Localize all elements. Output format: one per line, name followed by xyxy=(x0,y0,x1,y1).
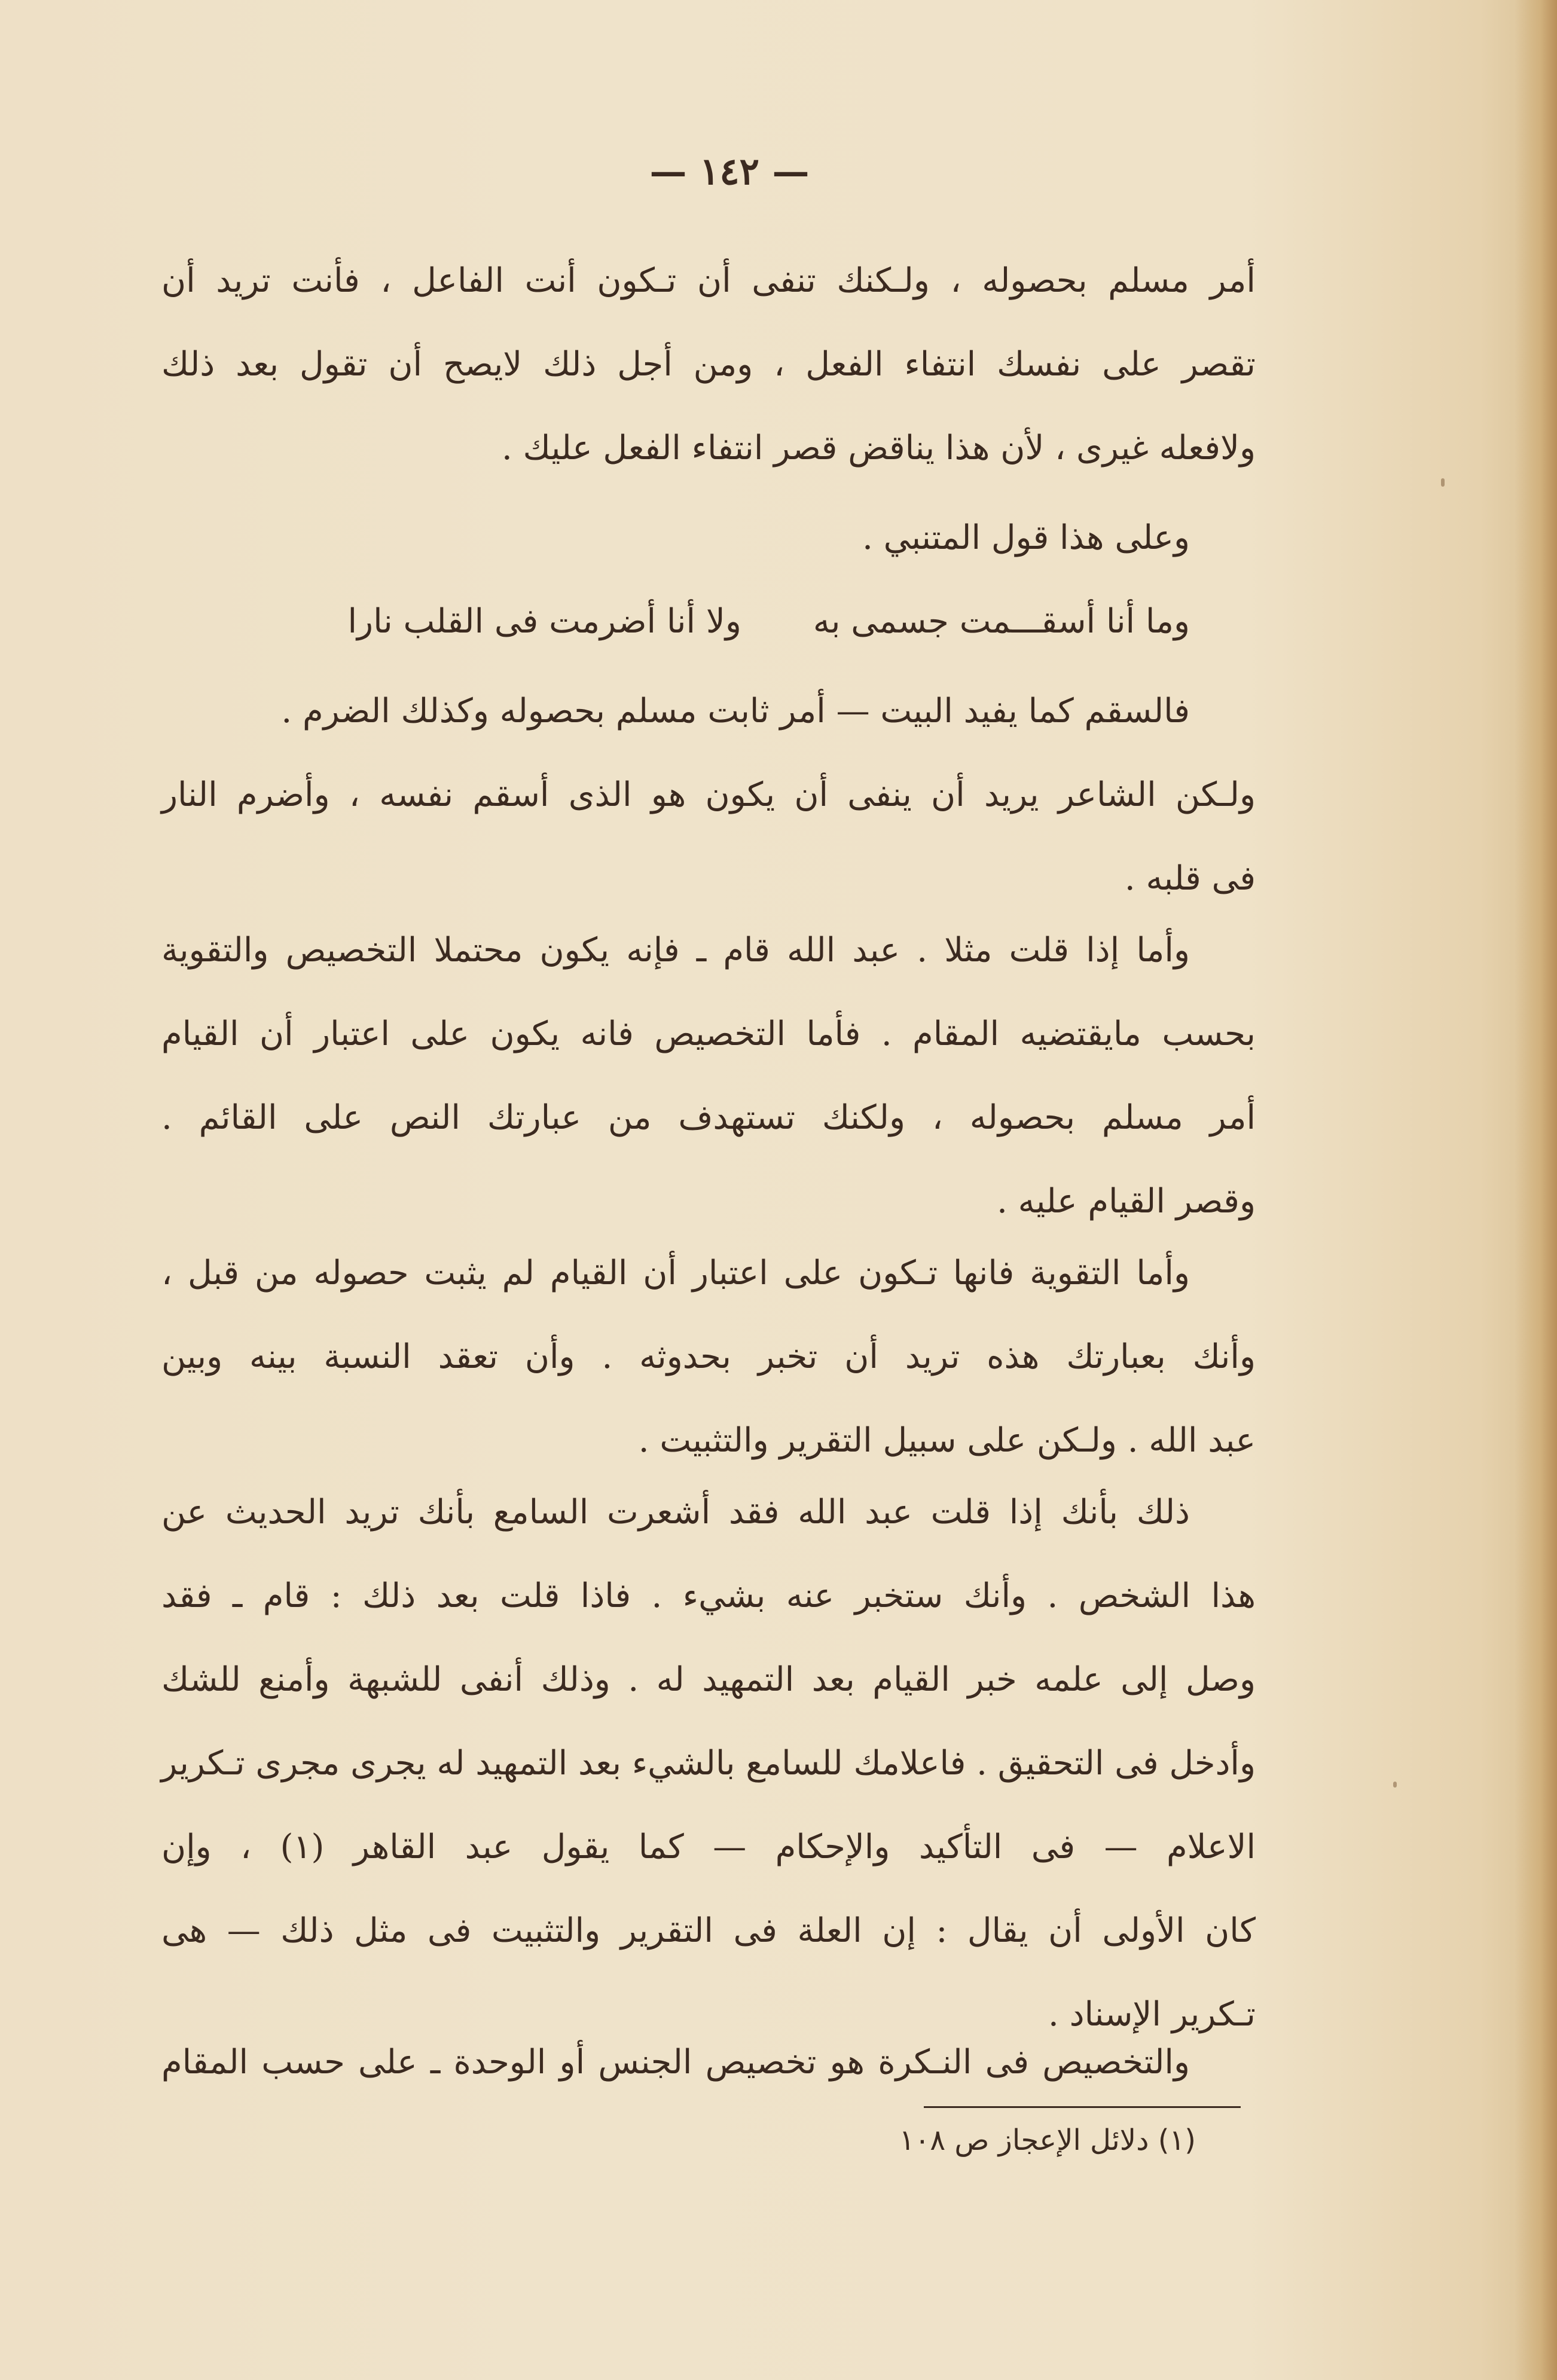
paragraph-4 xyxy=(161,909,1256,1244)
text-line: تقصر على نفسك انتفاء الفعل ، ومن أجل ذلك لايصح أن تقول بعد ذلك xyxy=(161,345,1256,384)
text-line: ولـكن الشاعر يريد أن ينفى أن يكون هو الذى أسقم نفسه ، وأضرم النار xyxy=(161,775,1256,814)
footnote: (١) دلائل الإعجاز ص ١٠٨ xyxy=(899,2124,1196,2157)
text-line: هذا الشخص . وأنك ستخبر عنه بشيء . فاذا قلت بعد ذلك : قام ـ فقد xyxy=(161,1577,1256,1615)
text-line: والتخصيص فى النـكرة هو تخصيص الجنس أو الوحدة ـ على حسب المقام xyxy=(161,2043,1190,2082)
text-line: عبد الله . ولـكن على سبيل التقرير والتثبيت . xyxy=(638,1421,1256,1460)
paragraph-6 xyxy=(161,1471,1256,2057)
text-line: ذلك بأنك إذا قلت عبد الله فقد أشعرت السامع بأنك تريد الحديث عن xyxy=(161,1493,1190,1532)
page-edge-shadow xyxy=(1515,0,1557,2380)
text-line: فى قلبه . xyxy=(1124,859,1256,898)
verse-second-hemistich: ولا أنا أضرمت فى القلب نارا xyxy=(347,602,741,641)
paper-speck xyxy=(1441,478,1445,487)
text-line: الاعلام — فى التأكيد والإحكام — كما يقول عبد القاهر (١) ، وإن xyxy=(161,1828,1256,1866)
text-line: وعلى هذا قول المتنبي . xyxy=(862,518,1190,557)
paragraph-2 xyxy=(161,496,1256,580)
text-line: وأدخل فى التحقيق . فاعلامك للسامع بالشيء بعد التمهيد له يجرى مجرى تـكرير xyxy=(161,1744,1256,1783)
verse-first-hemistich: وما أنا أسقـــمت جسمى به xyxy=(813,602,1190,641)
text-line: كان الأولى أن يقال : إن العلة فى التقرير والتثبيت فى مثل ذلك — هى xyxy=(161,1911,1256,1950)
text-line: بحسب مايقتضيه المقام . فأما التخصيص فانه يكون على اعتبار أن القيام xyxy=(161,1015,1256,1053)
text-line: أمر مسلم بحصوله ، ولكنك تستهدف من عبارتك النص على القائم . xyxy=(161,1098,1256,1137)
text-line: وأما إذا قلت مثلا . عبد الله قام ـ فإنه يكون محتملا التخصيص والتقوية xyxy=(161,931,1190,970)
paragraph-3 xyxy=(161,670,1256,921)
text-line: أمر مسلم بحصوله ، ولـكنك تنفى أن تـكون أنت الفاعل ، فأنت تريد أن xyxy=(161,261,1256,300)
text-line: تـكرير الإسناد . xyxy=(1048,1995,1256,2034)
text-line: وأنك بعبارتك هذه تريد أن تخبر بحدوثه . وأن تعقد النسبة بينه وبين xyxy=(161,1337,1256,1376)
footnote-divider xyxy=(924,2106,1241,2108)
paragraph-5 xyxy=(161,1232,1256,1483)
page-number: — ١٤٢ — xyxy=(649,149,810,193)
paragraph-7 xyxy=(161,2021,1256,2104)
text-line: فالسقم كما يفيد البيت — أمر ثابت مسلم بحصوله وكذلك الضرم . xyxy=(281,692,1190,731)
text-line: ولافعله غيرى ، لأن هذا يناقض قصر انتفاء الفعل عليك . xyxy=(501,429,1256,468)
paragraph-1 xyxy=(161,239,1256,490)
text-line: وصل إلى علمه خبر القيام بعد التمهيد له . وذلك أنفى للشبهة وأمنع للشك xyxy=(161,1660,1256,1699)
text-line: وأما التقوية فانها تـكون على اعتبار أن القيام لم يثبت حصوله من قبل ، xyxy=(161,1254,1190,1293)
paper-speck xyxy=(1393,1782,1397,1788)
text-line: وقصر القيام عليه . xyxy=(997,1182,1256,1221)
poetry-verse xyxy=(161,580,1256,664)
